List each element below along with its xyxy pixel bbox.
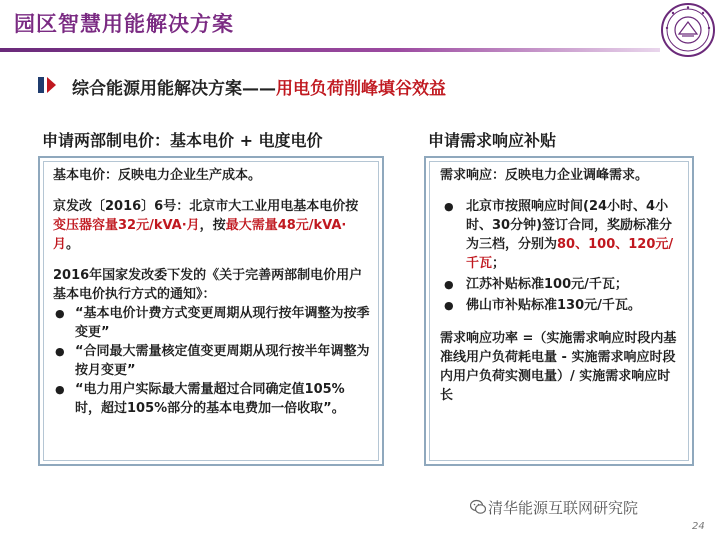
page-title: 园区智慧用能解决方案 (14, 12, 234, 36)
policy-highlight-1: 变压器容量32元/kVA·月 (53, 218, 200, 233)
subtitle-black: 综合能源用能解决方案—— (72, 79, 276, 99)
list-item: ● 江苏补贴标准100元/千瓦； (440, 275, 680, 294)
list-item (440, 197, 680, 273)
right-column-heading: 申请需求响应补贴 (428, 131, 557, 150)
left-content-box (38, 156, 384, 466)
policy-highlight-2: 最大需量48元/kVA·月 (53, 218, 347, 252)
left-column-heading: 申请两部制电价：基本电价 + 电度电价 (42, 131, 323, 150)
beijing-policy (53, 197, 370, 254)
footer-brand: 清华能源互联网研究院 (488, 499, 639, 517)
right-content-box (424, 156, 694, 466)
list-item: ● “电力用户实际最大需量超过合同确定值105%时，超过105%部分的基本电费加一倍收取”。 (53, 380, 370, 418)
beijing-subsidy-text: 北京市按照响应时间(24小时、4小时、30分钟)签订合同，奖励标准分为三档，分别为 (466, 199, 673, 252)
section-marker-icon (38, 76, 60, 94)
beijing-subsidy-highlight: 80、100、120元/千瓦 (466, 237, 674, 271)
page-number: 24 (692, 521, 705, 532)
subtitle-red: 用电负荷削峰填谷效益 (276, 79, 446, 99)
response-power-formula: 需求响应功率 =（实施需求响应时段内基准线用户负荷耗电量 - 实施需求响应时段内用户负荷实测电量）/ 实施需求响应时长 (440, 331, 677, 403)
list-item: ● “基本电价计费方式变更周期从现行按年调整为按季变更” (53, 304, 370, 342)
basic-price-definition: 基本电价：反映电力企业生产成本。 (53, 168, 262, 183)
beijing-subsidy-end: ； (492, 256, 506, 271)
university-seal-icon (660, 2, 716, 58)
policy-text-1: 京发改〔2016〕6号：北京市大工业用电基本电价按 (53, 199, 359, 214)
demand-response-definition: 需求响应：反映电力企业调峰需求。 (440, 168, 649, 183)
right-content-inner (429, 161, 689, 461)
policy-text-2: ，按 (199, 218, 226, 233)
wechat-icon (470, 499, 486, 515)
section-subtitle (72, 74, 446, 99)
left-content-inner (43, 161, 379, 461)
list-item: ● “合同最大需量核定值变更周期从现行按半年调整为按月变更” (53, 342, 370, 380)
header-divider (0, 48, 660, 52)
subsidy-bullet-list (440, 197, 680, 315)
ndrc-notice: 2016年国家发改委下发的《关于完善两部制电价用户基本电价执行方式的通知》： (53, 268, 363, 302)
list-item: ● 佛山市补贴标准130元/千瓦。 (440, 296, 680, 315)
notice-bullet-list (53, 304, 370, 418)
policy-text-3: 。 (66, 237, 80, 252)
